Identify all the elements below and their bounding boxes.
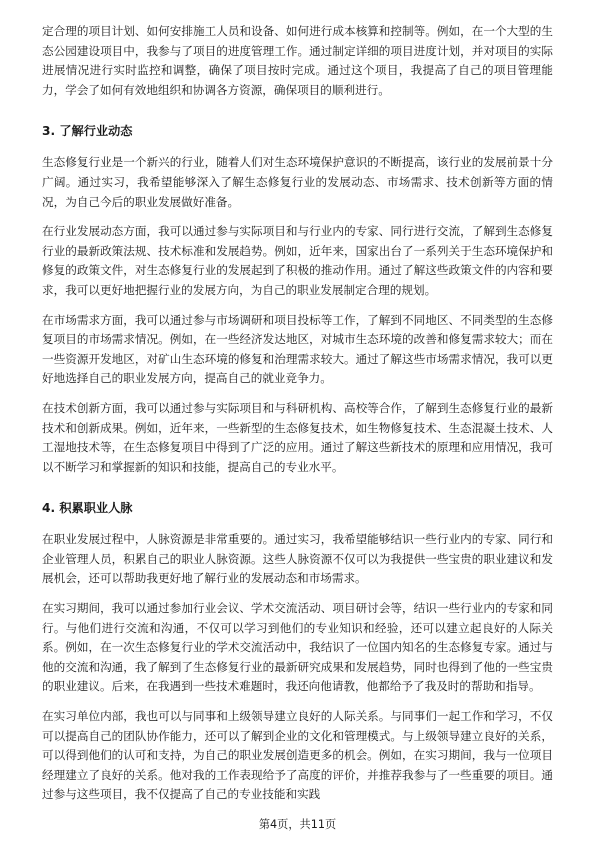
body-paragraph: 在市场需求方面，我可以通过参与市场调研和项目投标等工作，了解到不同地区、不同类型的生态修复项目的市场需求情况。例如，在一些经济发达地区，对城市生态环境的改善和修复需求较大；而在一些资源开发地区，对矿山生态环境的修复和治理需求较大。通过了解这些市场需求情况，我可以更好地选择自己的职业发展方向，提高自己的就业竞争力。 [42, 312, 553, 386]
body-paragraph: 在实习单位内部，我也可以与同事和上级领导建立良好的人际关系。与同事们一起工作和学习，不仅可以提高自己的团队协作能力，还可以了解到企业的文化和管理模式。与上级领导建立良好的关系，可以得到他们的认可和支持，为自己的职业发展创造更多的机会。例如，在实习期间，我与一位项目经理建立了良好的关系。他对我的工作表现给予了高度的评价，并推荐我参与了一些重要的项目。通过参与这些项目，我不仅提高了自己的专业技能和实践 [42, 709, 553, 802]
section-heading: 3. 了解行业动态 [42, 124, 133, 139]
page-number: 第4页，共11页 [258, 818, 337, 831]
body-paragraph: 在职业发展过程中，人脉资源是非常重要的。通过实习，我希望能够结识一些行业内的专家、同行和企业管理人员，积累自己的职业人脉资源。这些人脉资源不仅可以为我提供一些宝贵的职业建议和发展机会，还可以帮助我更好地了解行业的发展动态和市场需求。 [42, 532, 553, 586]
body-paragraph: 生态修复行业是一个新兴的行业，随着人们对生态环境保护意识的不断提高，该行业的发展前景十分广阔。通过实习，我希望能够深入了解生态修复行业的发展动态、市场需求、技术创新等方面的情况，为自己今后的职业发展做好准备。 [42, 155, 553, 209]
body-paragraph: 定合理的项目计划、如何安排施工人员和设备、如何进行成本核算和控制等。例如，在一个大型的生态公园建设项目中，我参与了项目的进度管理工作。通过制定详细的项目进度计划，并对项目的实际进展情况进行实时监控和调整，确保了项目按时完成。通过这个项目，我提高了自己的项目管理能力，学会了如何有效地组织和协调各方资源，确保项目的顺利进行。 [42, 24, 553, 97]
section-heading: 4. 积累职业人脉 [42, 501, 133, 516]
body-paragraph: 在技术创新方面，我可以通过参与实际项目和与科研机构、高校等合作，了解到生态修复行业的最新技术和创新成果。例如，近年来，一些新型的生态修复技术，如生物修复技术、生态混凝土技术、人工湿地技术等，在生态修复项目中得到了广泛的应用。通过了解这些新技术的原理和应用情况，我可以不断学习和掌握新的知识和技能，提高自己的专业水平。 [42, 400, 553, 474]
body-paragraph: 在实习期间，我可以通过参加行业会议、学术交流活动、项目研讨会等，结识一些行业内的专家和同行。与他们进行交流和沟通，不仅可以学习到他们的专业知识和经验，还可以建立起良好的人际关系。例如，在一次生态修复行业的学术交流活动中，我结识了一位国内知名的生态修复专家。通过与他的交流和沟通，我了解到了生态修复行业的最新研究成果和发展趋势，同时也得到了他的一些宝贵的职业建议。后来，在我遇到一些技术难题时，我还向他请教，他都给予了我及时的帮助和指导。 [42, 601, 553, 694]
body-paragraph: 在行业发展动态方面，我可以通过参与实际项目和与行业内的专家、同行进行交流，了解到生态修复行业的最新政策法规、技术标准和发展趋势。例如，近年来，国家出台了一系列关于生态环境保护和修复的政策文件，对生态修复行业的发展起到了积极的推动作用。通过了解这些政策文件的内容和要求，我可以更好地把握行业的发展方向，为自己的职业发展制定合理的规划。 [42, 224, 553, 297]
